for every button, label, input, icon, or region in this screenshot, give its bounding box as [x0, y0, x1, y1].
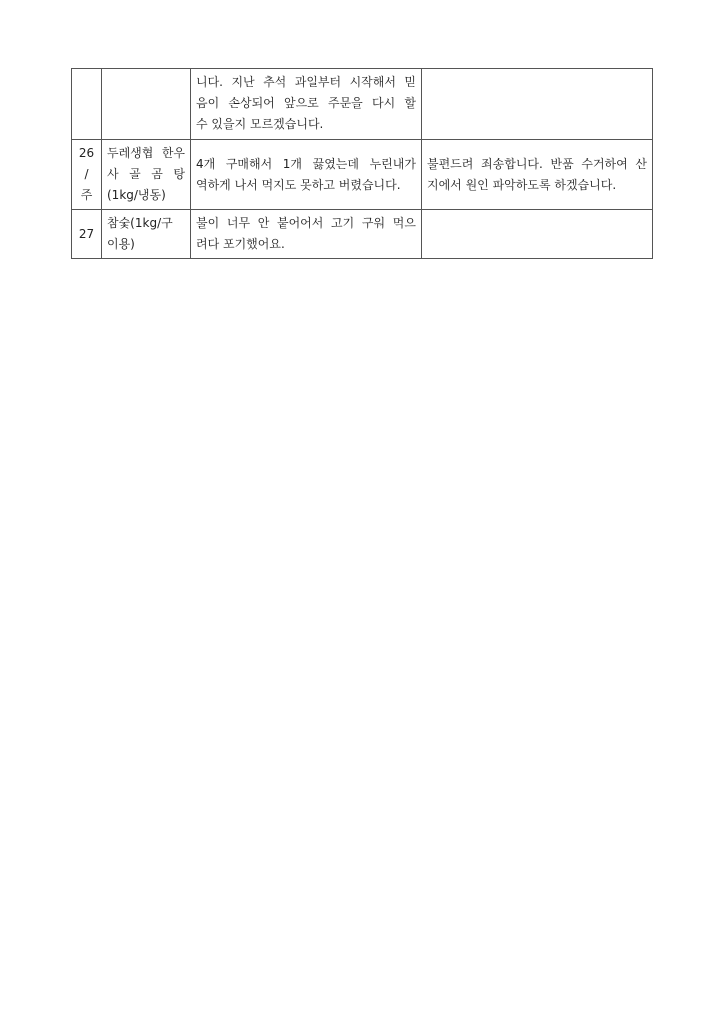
- complaint-line: 역하게 나서 먹지도 못하고 버렸습니다.: [196, 177, 401, 192]
- answer-line: 지에서 원인 파악하도록 하겠습니다.: [427, 177, 617, 192]
- row-number-separator: /: [84, 167, 89, 181]
- product-cell: [102, 210, 191, 259]
- table-row: [72, 69, 653, 140]
- product-cell: [102, 140, 191, 210]
- answer-cell: [422, 210, 653, 259]
- product-cell: [102, 69, 191, 140]
- complaint-table: [71, 68, 653, 259]
- complaint-cell: [191, 140, 422, 210]
- table-row: [72, 140, 653, 210]
- complaint-line: 니다. 지난 추석 과일부터 시작해서 믿: [196, 75, 416, 89]
- row-number-suffix: 주: [80, 188, 93, 202]
- product-line: 사 골 곰 탕: [107, 167, 185, 181]
- product-line: (1kg/냉동): [107, 188, 166, 202]
- row-number-cell: 27: [72, 210, 102, 259]
- complaint-line: 불이 너무 안 붙어어서 고기 구워 먹으: [196, 216, 416, 230]
- complaint-line: 음이 손상되어 앞으로 주문을 다시 할: [196, 96, 416, 110]
- product-line: 참숯(1kg/구: [107, 216, 173, 230]
- answer-cell: [422, 69, 653, 140]
- complaint-line: 4개 구매해서 1개 끓였는데 누린내가: [196, 156, 416, 171]
- answer-cell: [422, 140, 653, 210]
- table-row: [72, 210, 653, 259]
- product-line: 이용): [107, 237, 135, 251]
- complaint-line: 려다 포기했어요.: [196, 237, 285, 251]
- row-number-cell: [72, 140, 102, 210]
- row-number-cell: [72, 69, 102, 140]
- row-number: 26: [78, 146, 95, 160]
- complaint-line: 수 있을지 모르겠습니다.: [196, 117, 324, 131]
- product-line: 두레생협 한우: [107, 146, 185, 160]
- answer-line: 불편드려 죄송합니다. 반품 수거하여 산: [427, 156, 647, 171]
- complaint-cell: [191, 210, 422, 259]
- complaint-cell: [191, 69, 422, 140]
